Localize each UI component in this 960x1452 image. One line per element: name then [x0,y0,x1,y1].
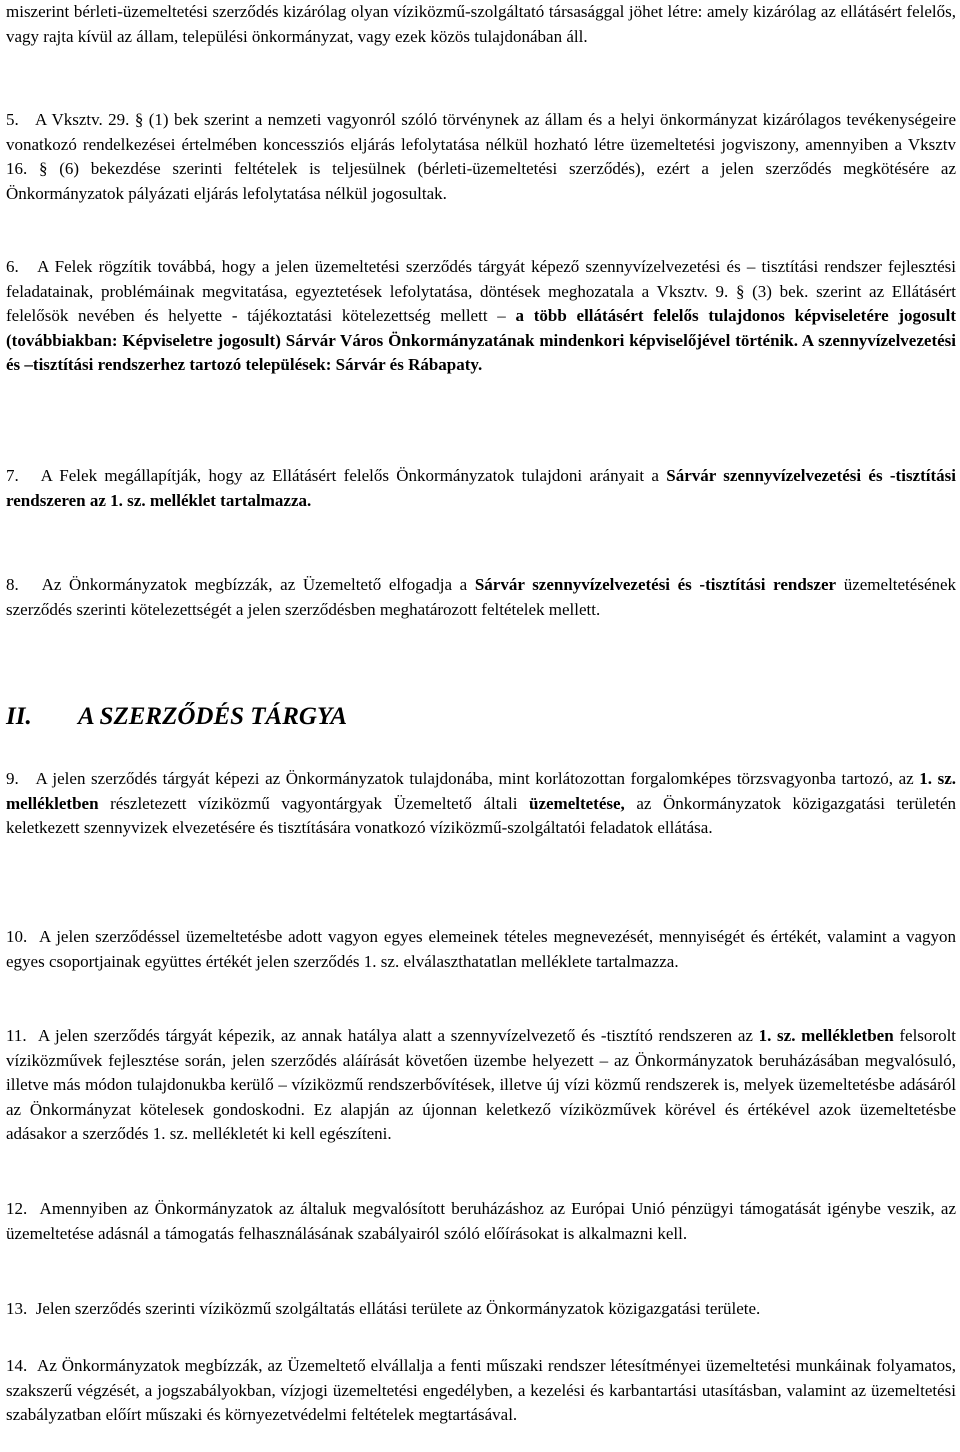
paragraph-14 [6,1354,956,1428]
paragraph-9-mid-text: részletezett víziközmű vagyontárgyak Üzemeltető általi [110,793,518,813]
paragraph-8 [6,573,956,622]
paragraph-8-bold-text: Sárvár szennyvízelvezetési és -tisztítási rendszer [474,575,837,594]
paragraph-13-text: 13. Jelen szerződés szerinti víziközmű szolgáltatás ellátási területe az Önkormányzatok közigazgatási területe. [6,1299,761,1318]
paragraph-11-text: 11. A jelen szerződés tárgyát képezik, az annak hatálya alatt a szennyvízelvezető és -tisztító rendszeren az [6,1026,753,1045]
paragraph-9-bold-ref: 1. sz. mellékletben [6,769,957,813]
section-number: II. [6,703,32,730]
paragraph-11 [6,1024,956,1147]
paragraph-11-bold-ref: 1. sz. mellékletben [758,1026,894,1045]
paragraph-intro-text: miszerint bérleti-üzemeltetési szerződés kizárólag olyan víziközmű-szolgáltató társasággal jöhet létre: amely kizárólag az ellátásért felelős, vagy rajta kívül az állam, települési önkormányzat, vagy ezek közös tulajdonában áll. [6,2,956,46]
paragraph-12-text: 12. Amennyiben az Önkormányzatok az általuk megvalósított beruházáshoz az Európai Unió pénzügyi támogatását igénybe veszik, az üzemeltetése adásnál a támogatás felhasználásának szabályairól szóló előírásokat is alkalmazni kell. [6,1199,956,1243]
section-heading [6,702,956,732]
paragraph-10 [6,925,956,974]
section-title: A SZERZŐDÉS TÁRGYA [78,703,348,730]
paragraph-6 [6,255,956,378]
paragraph-5 [6,108,956,206]
paragraph-7-text: 7. A Felek megállapítják, hogy az Ellátásért felelős Önkormányzatok tulajdoni arányait a [6,466,659,485]
paragraph-10-text: 10. A jelen szerződéssel üzemeltetésbe adott vagyon egyes elemeinek tételes megnevezését, mennyiségét és értékét, valamint a vagyon egyes csoportjainak együttes értékét jelen szerződés 1. sz. elválaszthatatlan melléklete tartalmazza. [6,927,956,971]
paragraph-13 [6,1297,956,1322]
paragraph-6-bold-text: a több ellátásért felelős tulajdonos képviseletére jogosult (továbbiakban: Képviseletre jogosult) Sárvár Város Önkormányzatának mindenkori képviselőjével történik. A szennyvízelvezetési és –tisztítási rendszerhez tartozó települések: Sárvár és Rábapaty. [6,306,957,374]
paragraph-8-tail-text: üzemeltetésének szerződés szerinti kötelezettségét a jelen szerződésben meghatározott feltételek mellett. [6,575,957,619]
paragraph-12 [6,1197,956,1246]
paragraph-5-text: 5. A Vksztv. 29. § (1) bek szerint a nemzeti vagyonról szóló törvénynek az állam és a helyi önkormányzat kizárólagos tevékenységeire vonatkozó rendelkezései értelmében koncessziós eljárás lefolytatása nélkül hozható létre üzemeltetési jogviszony, amennyiben a Vksztv 16. § (6) bekezdése szerinti feltételek is teljesülnek (bérleti-üzemeltetési szerződés), ezért a jelen szerződés megkötésére az Önkormányzatok pályázati eljárás lefolytatása nélkül jogosultak. [6,110,956,203]
paragraph-6-text: 6. A Felek rögzítik továbbá, hogy a jelen üzemeltetési szerződés tárgyát képező szennyvízelvezetési és – tisztítási rendszer fejlesztési feladatainak, problémáinak megvitatása, egyeztetések lefolytatása, döntések meghozatala a Vksztv. 9. § (3) bek. szerint az Ellátásért felelősök nevében és helyette - tájékoztatási kötelezettség mellett – [6,257,956,325]
paragraph-7-bold-text: Sárvár szennyvízelvezetési és -tisztítási rendszeren az 1. sz. melléklet tartalmazza. [6,466,956,510]
paragraph-8-text: 8. Az Önkormányzatok megbízzák, az Üzemeltető elfogadja a [6,575,468,594]
paragraph-9-text: 9. A jelen szerződés tárgyát képezi az Önkormányzatok tulajdonába, mint korlátozottan forgalomképes törzsvagyonba tartozó, az [6,769,914,788]
paragraph-9-bold-term: üzemeltetése, [528,793,625,813]
paragraph-7 [6,464,956,513]
paragraph-9-tail-text: az Önkormányzatok közigazgatási területén keletkezett szennyvizek elvezetésére és tisztítására vonatkozó víziközmű-szolgáltatói feladatok ellátása. [6,793,957,837]
paragraph-14-text: 14. Az Önkormányzatok megbízzák, az Üzemeltető elvállalja a fenti műszaki rendszer létesítményei üzemeltetési munkáinak folyamatos, szakszerű végzését, a jogszabályokban, vízjogi üzemeltetési engedélyben, a kezelési és karbantartási utasításban, valamint az üzemeltetési szabályzatban előírt műszaki és környezetvédelmi feltételek megtartásával. [6,1356,956,1424]
paragraph-11-tail-text: felsorolt víziközművek fejlesztése során, jelen szerződés aláírását követően üzembe helyezett – az Önkormányzatok beruházásában megvalósuló, illetve más módon tulajdonukba kerülő – víziközmű rendszerbővítések, illetve új vízi közmű rendszerek is, melyek üzemeltetésbe adásáról az Önkormányzat kötelesek gondoskodni. Ez alapján az újonnan keletkező víziközművek körével és értékével azok üzemeltetésbe adásakor a szerződés 1. sz. mellékletét ki kell egészíteni. [6,1026,957,1143]
paragraph-intro [6,0,956,49]
paragraph-9 [6,767,956,841]
